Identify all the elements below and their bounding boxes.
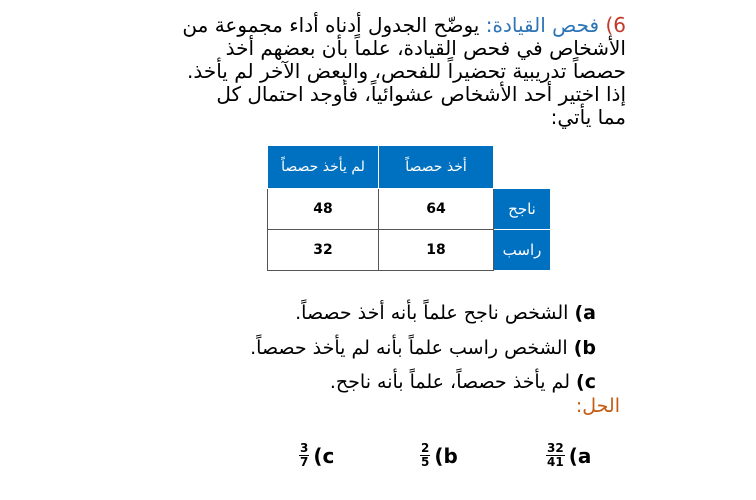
question-text: الشخص ناجح علماً بأنه أخذ حصصاً. (295, 302, 569, 324)
problem-line-4: إذا اختير أحد الأشخاص عشوائياً، فأوجد احتمال كل (216, 82, 626, 106)
fraction-numerator: 3 (300, 441, 309, 455)
answer-letter: (b (434, 443, 458, 468)
solution-label: الحل: (575, 395, 620, 417)
problem-line-1 (126, 14, 626, 37)
fraction-denominator: 7 (300, 455, 309, 469)
results-table (267, 145, 551, 271)
row-label-fail: راسب (494, 230, 551, 271)
table-header-row (268, 146, 551, 189)
answer-fraction (546, 442, 565, 469)
header-took-lessons: أخذ حصصاً (379, 146, 494, 189)
question-letter: c) (576, 371, 596, 393)
question-letter: b) (573, 337, 596, 359)
fraction-numerator: 2 (421, 441, 430, 455)
problem-line-2: الأشخاص في فحص القيادة، علماً بأن بعضهم أخذ (225, 36, 626, 60)
answer-c (299, 442, 334, 469)
answer-fraction (420, 442, 430, 469)
question-c (330, 369, 596, 395)
cell-fail-took-lessons: 18 (379, 230, 494, 271)
problem-text-1: يوضّح الجدول أدناه أداء مجموعة من (182, 13, 480, 37)
cell-pass-took-lessons: 64 (379, 189, 494, 230)
fraction-numerator: 32 (547, 441, 564, 455)
question-a (295, 300, 596, 326)
cell-fail-no-lessons: 32 (268, 230, 379, 271)
question-b (250, 335, 596, 361)
header-no-lessons: لم يأخذ حصصاً (268, 146, 379, 189)
question-text: الشخص راسب علماً بأنه لم يأخذ حصصاً. (250, 337, 568, 359)
answer-b (420, 442, 458, 469)
answer-letter: (a (568, 443, 592, 468)
question-title: فحص القيادة: (485, 13, 600, 37)
question-letter: a) (574, 302, 596, 324)
problem-line-5: مما يأتي: (550, 105, 626, 129)
answer-letter: (c (313, 443, 335, 468)
fraction-denominator: 5 (421, 455, 430, 469)
table-row (268, 189, 551, 230)
fraction-denominator: 41 (547, 455, 564, 469)
header-corner (494, 146, 551, 189)
problem-line-3: حصصاً تدريبية تحضيراً للفحص، والبعض الآخر لم يأخذ. (186, 59, 626, 83)
question-text: لم يأخذ حصصاً، علماً بأنه ناجح. (329, 371, 570, 393)
answer-fraction (299, 442, 309, 469)
cell-pass-no-lessons: 48 (268, 189, 379, 230)
row-label-pass: ناجح (494, 189, 551, 230)
table-row (268, 230, 551, 271)
question-number: 6) (605, 13, 626, 37)
answer-a (546, 442, 591, 469)
problem-statement (126, 14, 626, 129)
